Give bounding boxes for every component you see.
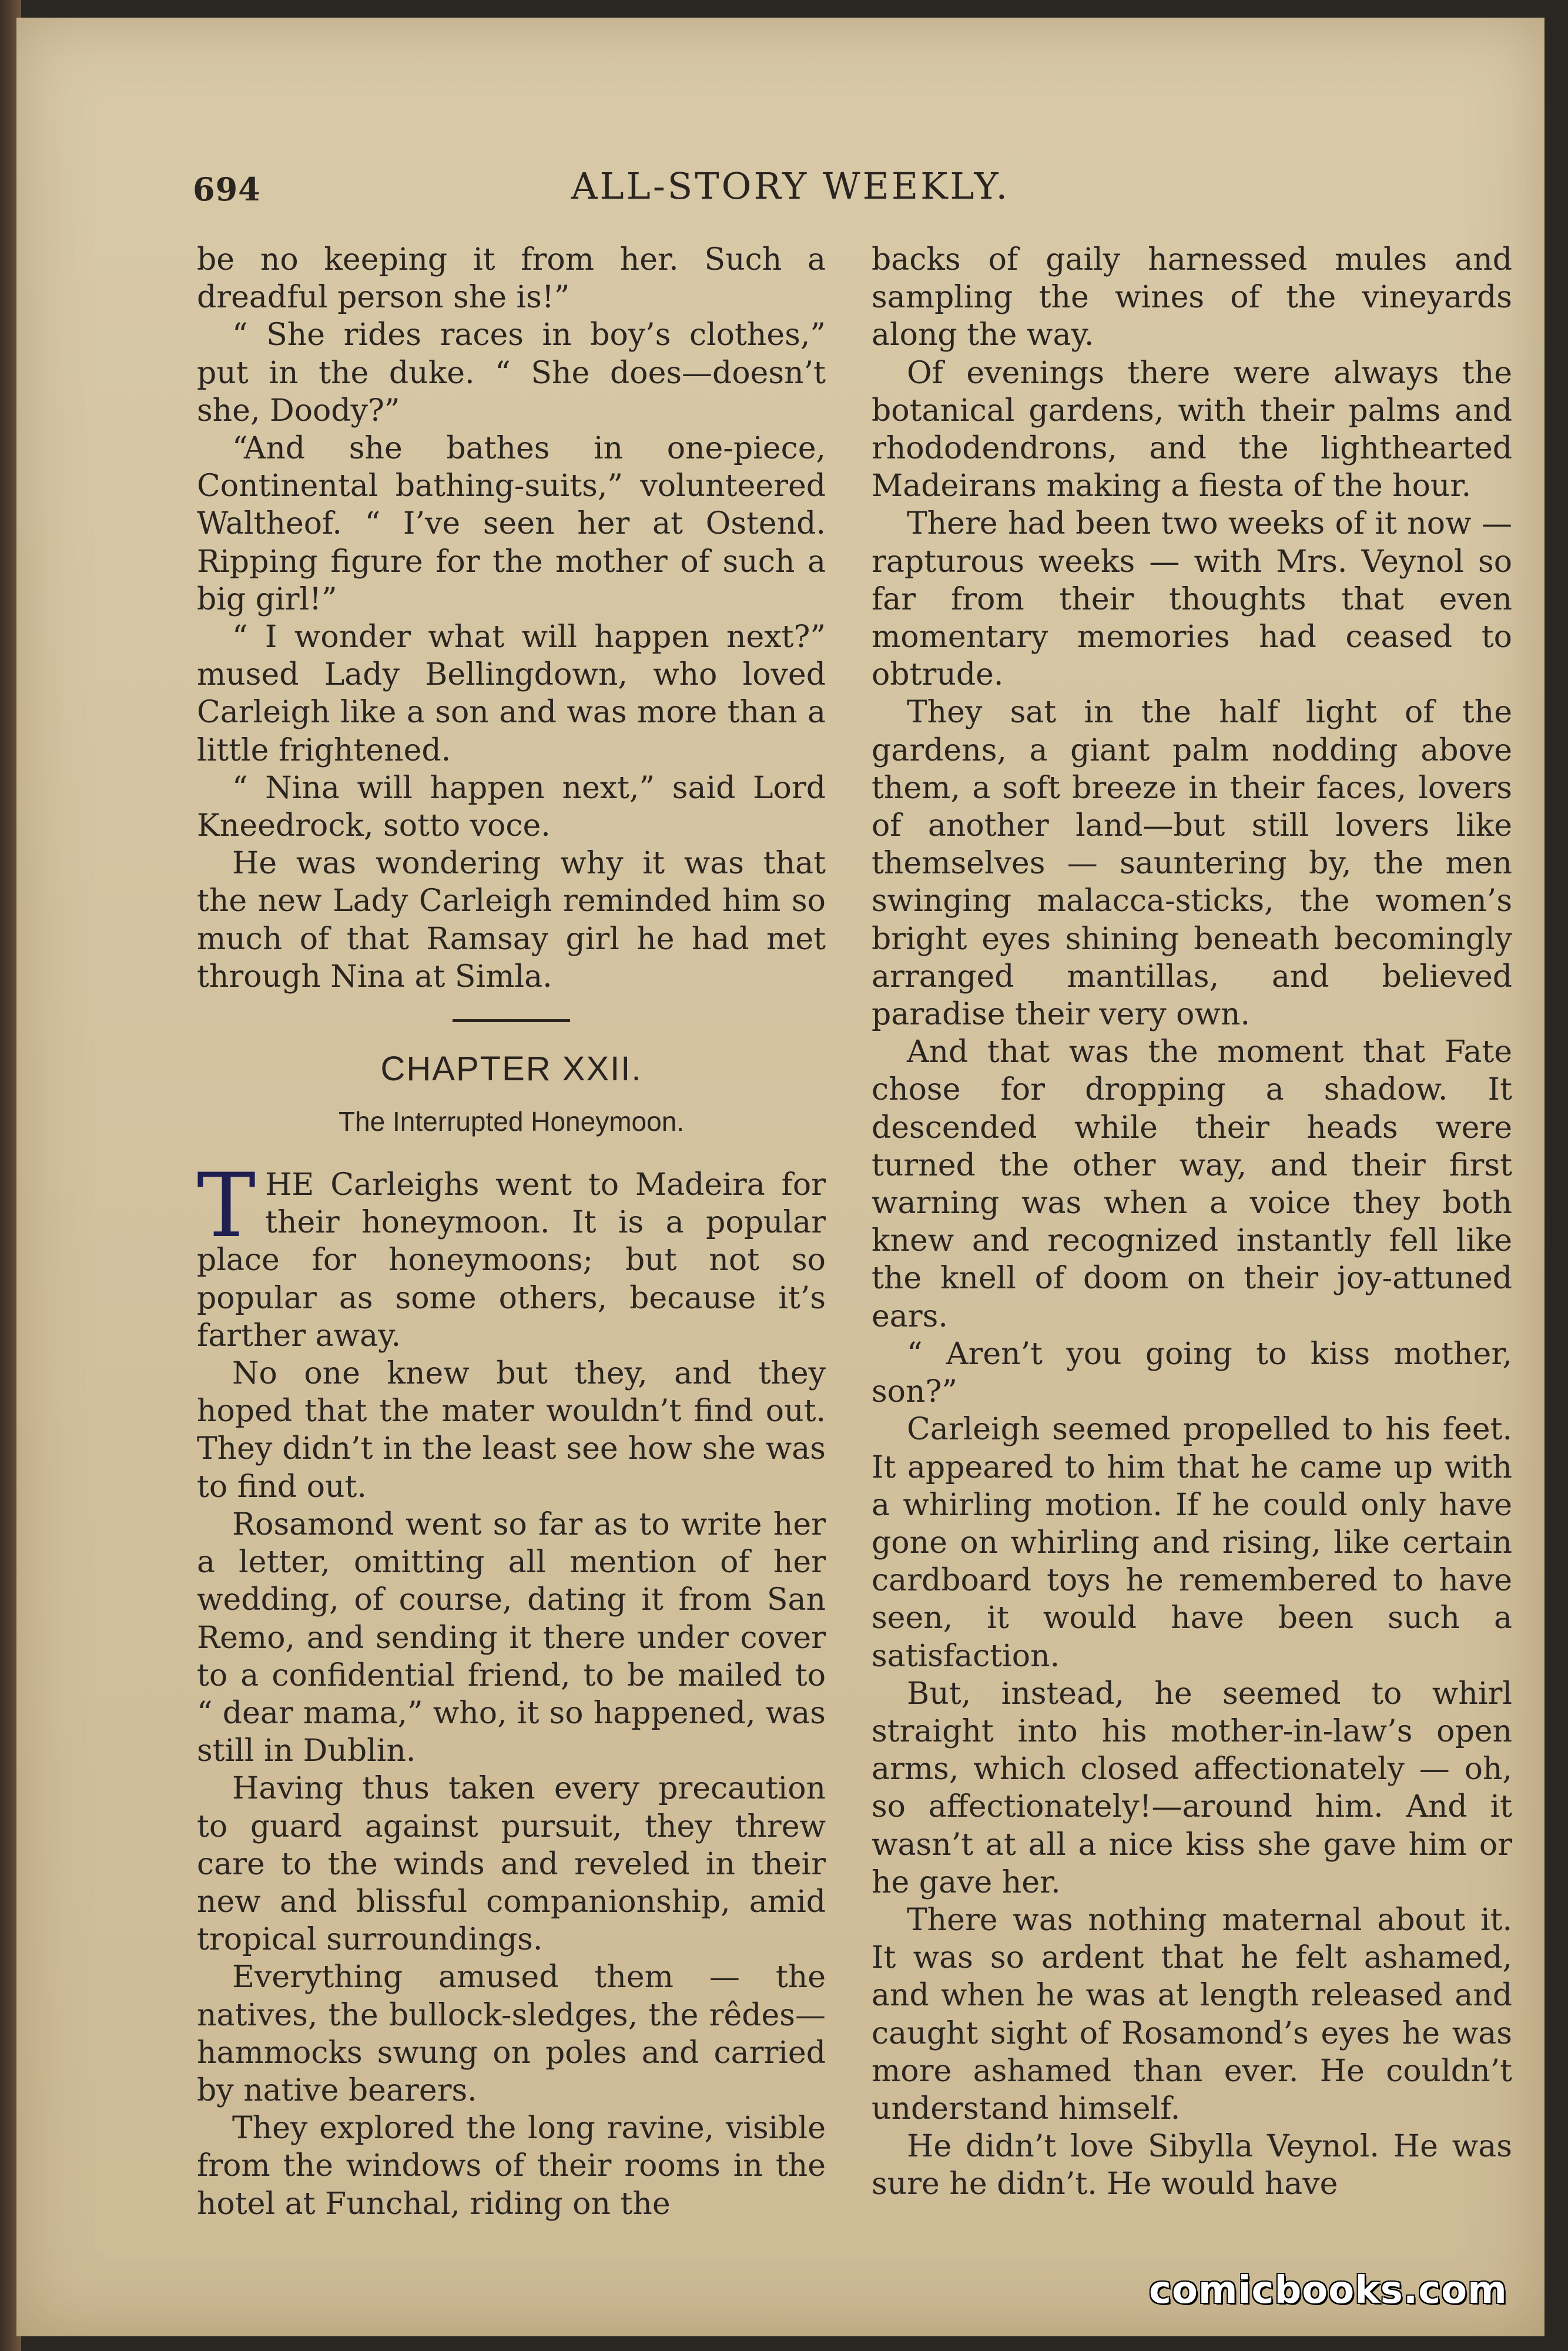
- drop-cap: T: [197, 1155, 256, 1258]
- paragraph: But, instead, he seemed to whirl straight into his mother-in-law’s open arms, which closed affectionately — oh, so affectionately!—around him. And it wasn’t at all a nice kiss she gave him or he gave her.: [872, 1676, 1512, 1900]
- magazine-title: ALL-STORY WEEKLY.: [571, 165, 1010, 207]
- paragraph: They sat in the half light of the gardens, a giant palm nodding above them, a soft breeze in their faces, lovers of another land—but still lovers like themselves — sauntering by, the men swinging malacca-sticks, the women’s bright eyes shining beneath becomingly arranged mantillas, and believed paradise their very own.: [872, 695, 1512, 1033]
- running-head: [176, 159, 1405, 217]
- paragraph: Of evenings there were always the botanical gardens, with their palms and rhododendrons, and the lighthearted Madeirans making a fiesta of the hour.: [872, 355, 1512, 504]
- paragraph: “ Aren’t you going to kiss mother, son?”: [872, 1336, 1512, 1410]
- paragraph: There had been two weeks of it now — rapturous weeks — with Mrs. Veynol so far from their thoughts that even momentary memories had ceased to obtrude.: [872, 506, 1512, 693]
- page-number: 694: [193, 170, 261, 208]
- paragraph: He didn’t love Sibylla Veynol. He was sure he didn’t. He would have: [872, 2129, 1512, 2202]
- paragraph: “ Nina will happen next,” said Lord Kneedrock, sotto voce.: [197, 770, 826, 844]
- paragraph: No one knew but they, and they hoped that the mater wouldn’t find out. They didn’t in the least see how she was to find out.: [197, 1356, 826, 1505]
- left-column: [197, 241, 826, 2223]
- paragraph: be no keeping it from her. Such a dreadful person she is!”: [197, 242, 826, 316]
- chapter-subtitle: The Interrupted Honeymoon.: [338, 1106, 685, 1137]
- paragraph: “ She rides races in boy’s clothes,” put in the duke. “ She does—doesn’t she, Doody?”: [197, 317, 826, 428]
- paragraph: “ I wonder what will happen next?” mused Lady Bellingdown, who loved Carleigh like a son and was more than a little frightened.: [197, 619, 826, 768]
- paragraph-text: HE Carleighs went to Madeira for their honeymoon. It is a popular place for honeymoons; but not so popular as some others, because it’s farther away.: [197, 1167, 826, 1354]
- paragraph: He was wondering why it was that the new Lady Carleigh reminded him so much of that Ramsay girl he had met through Nina at Simla.: [197, 846, 826, 994]
- watermark: comicbooks.com: [1149, 2269, 1507, 2312]
- paragraph: Having thus taken every precaution to guard against pursuit, they threw care to the winds and reveled in their new and blissful companionship, amid tropical surroundings.: [197, 1771, 826, 1958]
- section-divider: [453, 1019, 570, 1022]
- paragraph: Carleigh seemed propelled to his feet. It appeared to him that he came up with a whirling motion. If he could only have gone on whirling and rising, like certain cardboard toys he remembered to have seen, it would have been such a satisfaction.: [872, 1412, 1512, 1674]
- chapter-opening-paragraph: [197, 1155, 826, 1355]
- paragraph: backs of gaily harnessed mules and sampling the wines of the vineyards along the way.: [872, 242, 1512, 353]
- chapter-heading: CHAPTER XXII.: [380, 1050, 642, 1089]
- right-column: [872, 241, 1512, 2203]
- paragraph: Rosamond went so far as to write her a letter, omitting all mention of her wedding, of course, dating it from San Remo, and sending it there under cover to a confidential friend, to be mailed to “ dear mama,” who, it so happened, was still in Dublin.: [197, 1506, 826, 1769]
- paragraph: Everything amused them — the natives, the bullock-sledges, the rêdes—hammocks swung on poles and carried by native bearers.: [197, 1960, 826, 2108]
- paragraph: “And she bathes in one-piece, Continental bathing-suits,” volunteered Waltheof. “ I’ve seen her at Ostend. Ripping figure for the mother of such a big girl!”: [197, 431, 826, 617]
- paragraph: There was nothing maternal about it. It was so ardent that he felt ashamed, and when he was at length released and caught sight of Rosamond’s eyes he was more ashamed than ever. He couldn’t understand himself.: [872, 1902, 1512, 2126]
- paragraph: And that was the moment that Fate chose for dropping a shadow. It descended while their heads were turned the other way, and their first warning was when a voice they both knew and recognized instantly fell like the knell of doom on their joy-attuned ears.: [872, 1034, 1512, 1334]
- paragraph: They explored the long ravine, visible from the windows of their rooms in the hotel at Funchal, riding on the: [197, 2111, 826, 2222]
